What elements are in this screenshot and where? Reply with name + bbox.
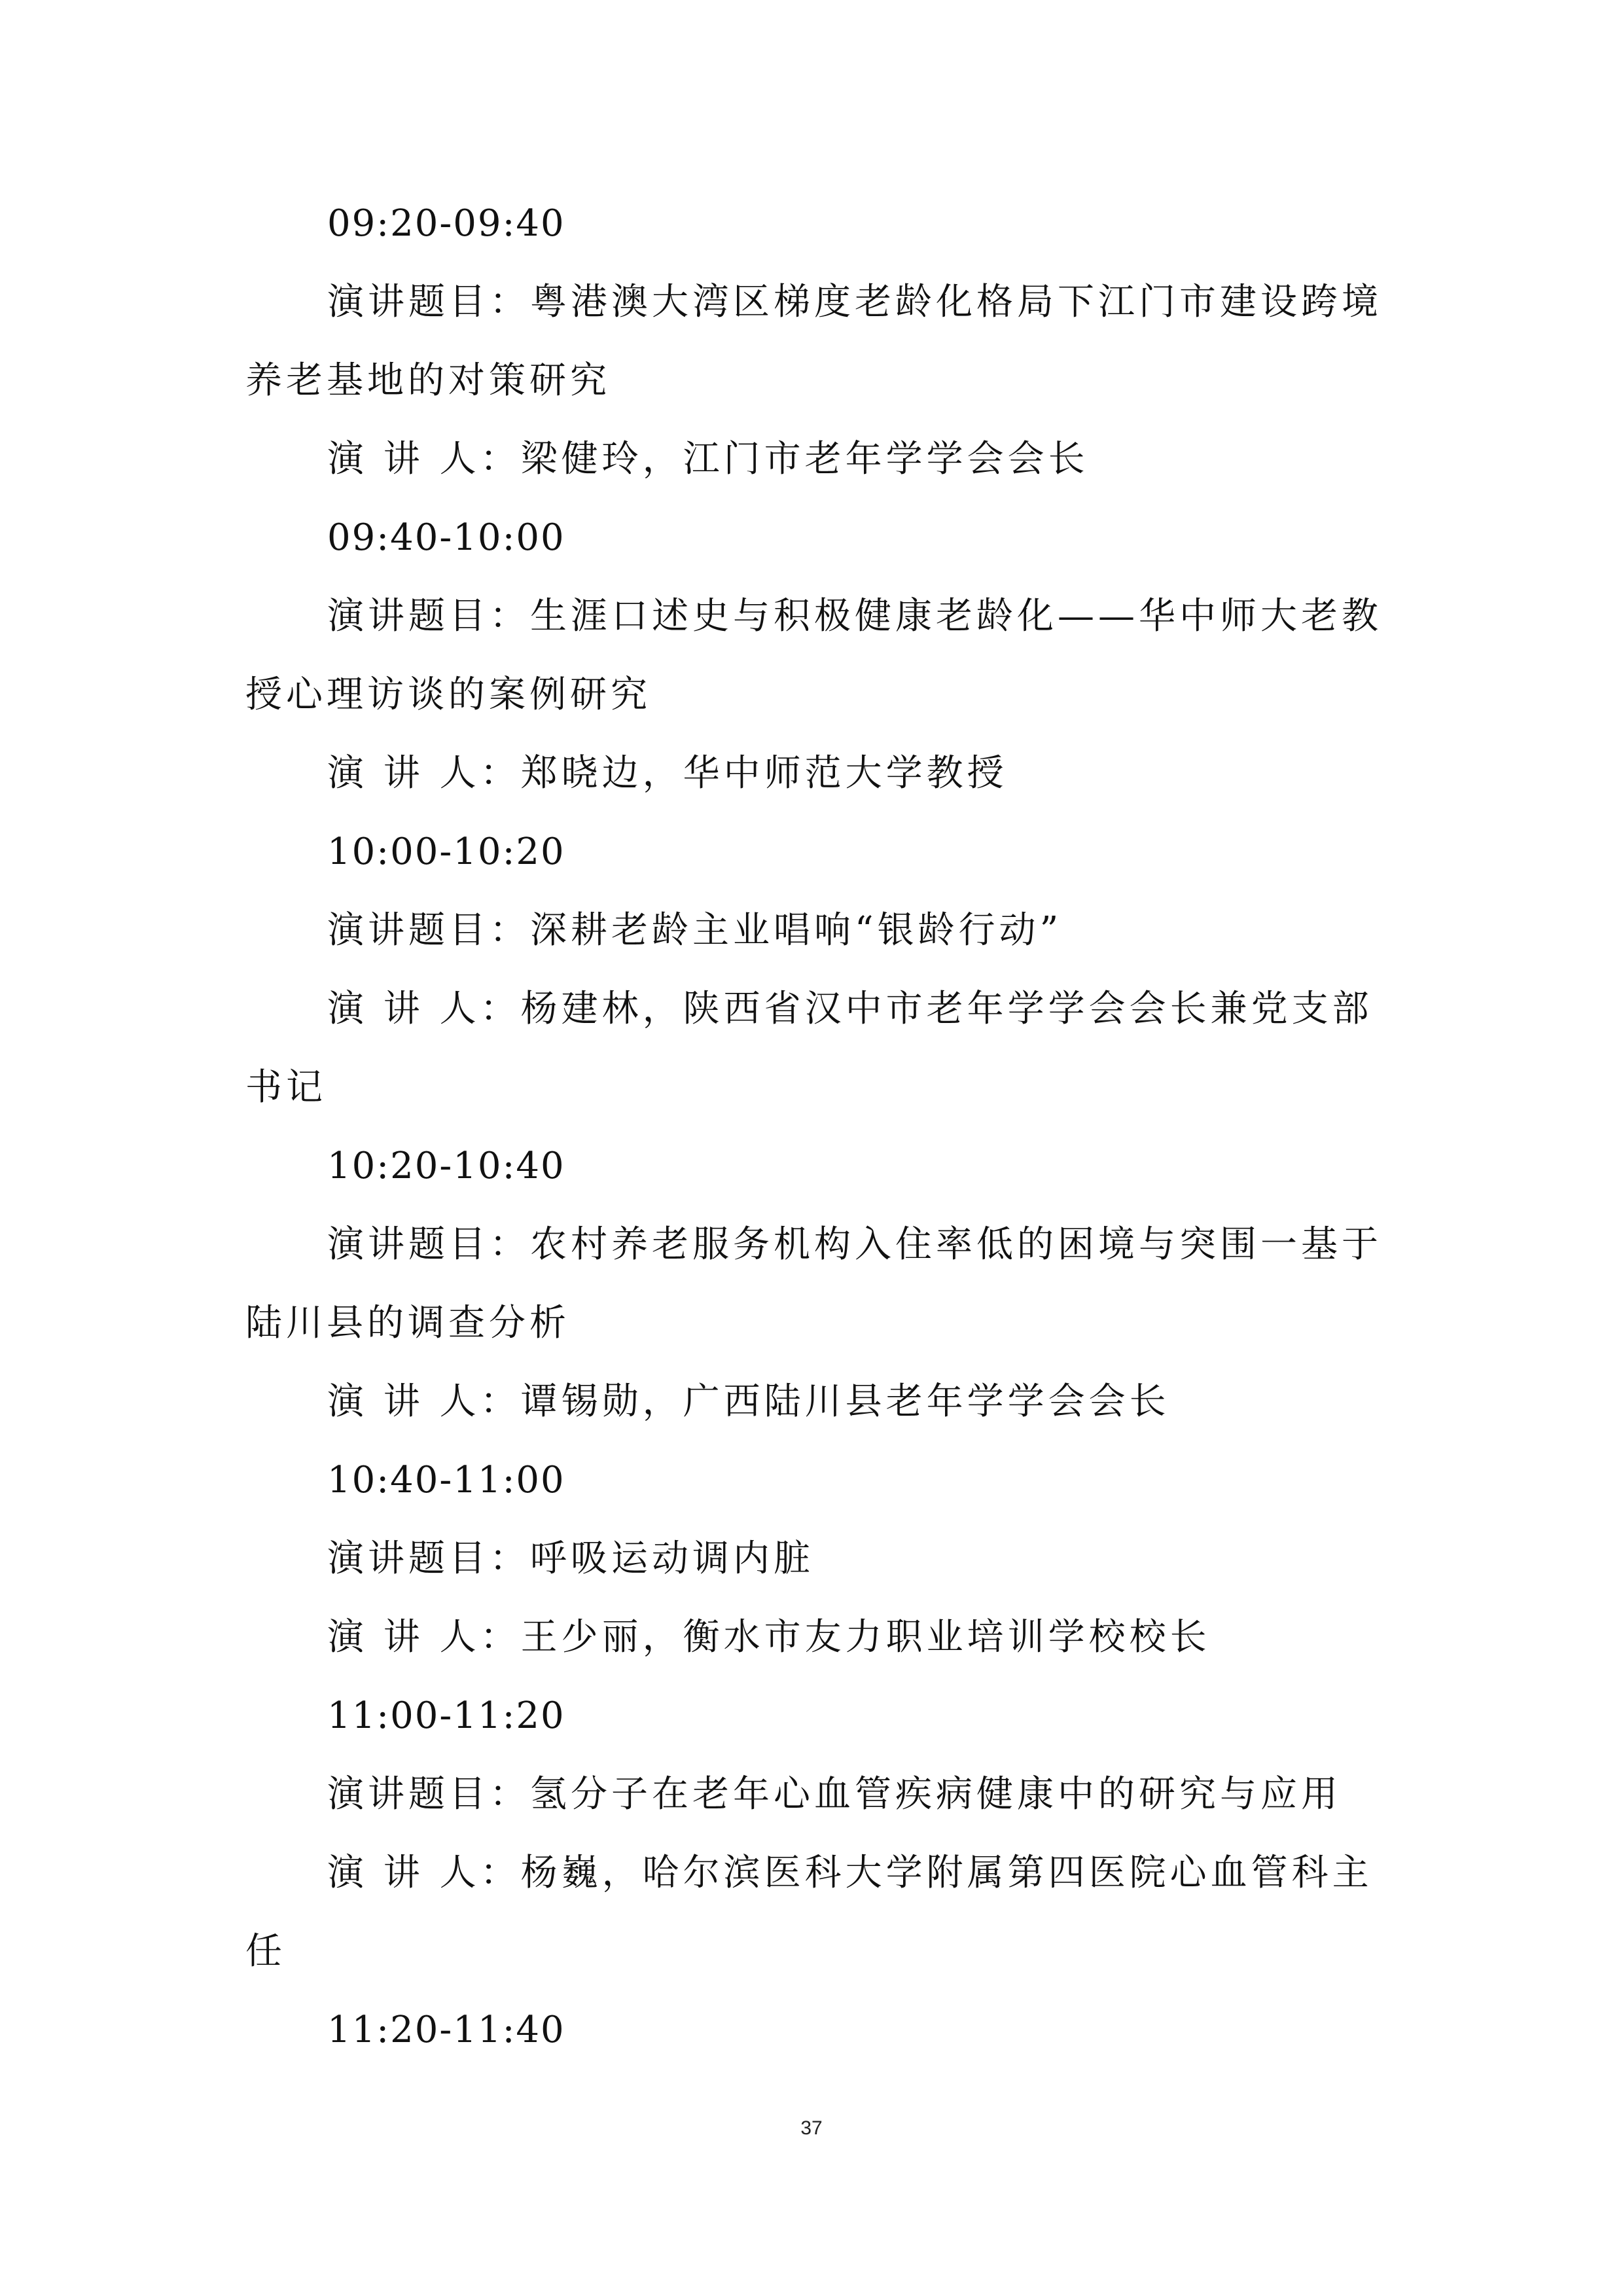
time-slot: 11:00-11:20 bbox=[327, 1695, 565, 1737]
speaker-line: 演 讲 人：郑晓边，华中师范大学教授 bbox=[327, 752, 1008, 795]
time-slot: 09:40-10:00 bbox=[327, 516, 565, 559]
talk-topic-line: 陆川县的调查分析 bbox=[245, 1302, 570, 1344]
talk-topic-line: 演讲题目：氢分子在老年心血管疾病健康中的研究与应用 bbox=[327, 1773, 1342, 1816]
talk-topic-line: 演讲题目：深耕老龄主业唱响“银龄行动” bbox=[327, 909, 1063, 952]
time-slot: 09:20-09:40 bbox=[327, 202, 565, 245]
speaker-line: 演 讲 人：谭锡勋，广西陆川县老年学学会会长 bbox=[327, 1380, 1170, 1423]
speaker-line: 演 讲 人：杨巍，哈尔滨医科大学附属第四医院心血管科主 bbox=[327, 1852, 1373, 1894]
speaker-line: 书记 bbox=[245, 1066, 327, 1109]
speaker-line: 任 bbox=[245, 1930, 286, 1973]
speaker-line: 演 讲 人：王少丽，衡水市友力职业培训学校校长 bbox=[327, 1616, 1211, 1659]
time-slot: 10:00-10:20 bbox=[327, 831, 565, 873]
page-number: 37 bbox=[800, 2117, 823, 2139]
talk-topic-line: 演讲题目：粤港澳大湾区梯度老龄化格局下江门市建设跨境 bbox=[327, 281, 1382, 323]
talk-topic-line: 演讲题目：农村养老服务机构入住率低的困境与突围一基于 bbox=[327, 1223, 1382, 1266]
speaker-line: 演 讲 人：梁健玲，江门市老年学学会会长 bbox=[327, 438, 1089, 480]
time-slot: 10:20-10:40 bbox=[327, 1145, 565, 1187]
speaker-line: 演 讲 人：杨建林，陕西省汉中市老年学学会会长兼党支部 bbox=[327, 988, 1373, 1030]
talk-topic-line: 演讲题目：生涯口述史与积极健康老龄化——华中师大老教 bbox=[327, 595, 1382, 637]
talk-topic-line: 演讲题目：呼吸运动调内脏 bbox=[327, 1537, 814, 1580]
talk-topic-line: 授心理访谈的案例研究 bbox=[245, 673, 651, 716]
time-slot: 11:20-11:40 bbox=[327, 2009, 565, 2051]
talk-topic-line: 养老基地的对策研究 bbox=[245, 359, 611, 402]
time-slot: 10:40-11:00 bbox=[327, 1459, 565, 1501]
